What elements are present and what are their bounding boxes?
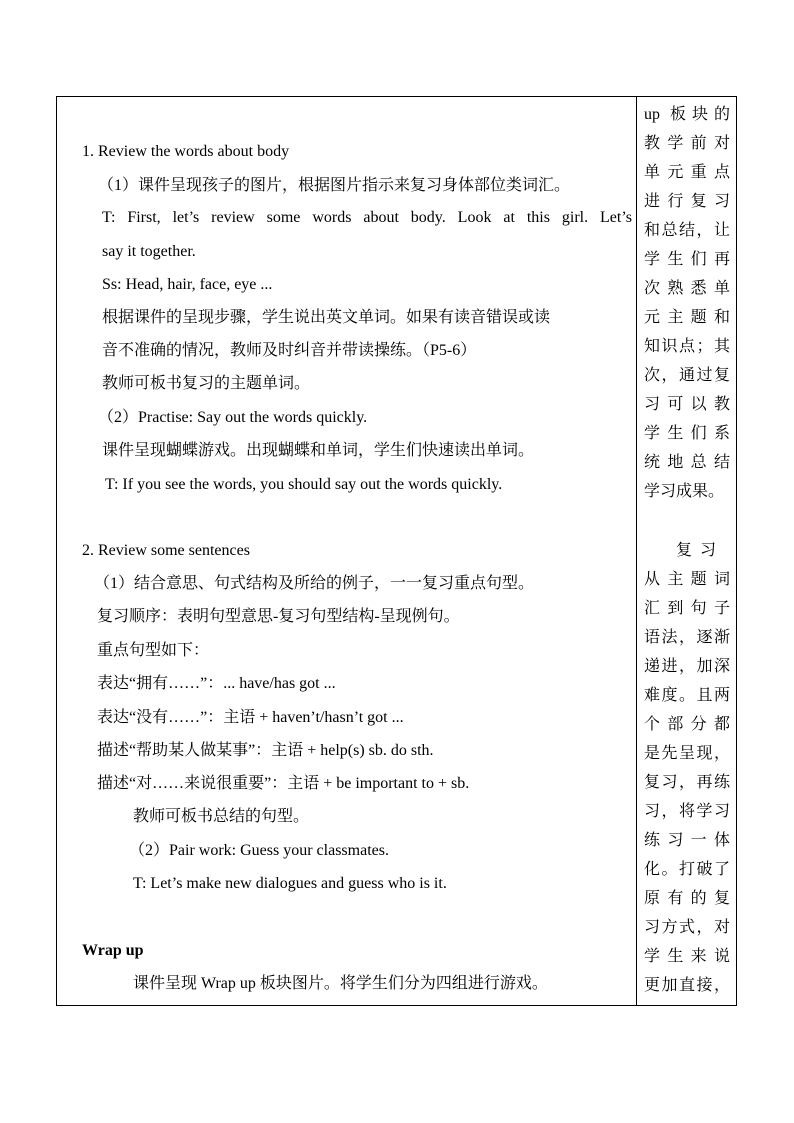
note-line: 学生们再 [644,251,730,268]
s1-step2: （2）Practise: Say out the words quickly. [98,409,368,426]
note-line: 更加直接， [644,977,730,994]
s2-review-order: 复习顺序：表明句型意思-复习句型结构-呈现例句。 [97,608,460,625]
note-line: up 板块的 [644,106,730,123]
s1-paragraph-2b: 音不准确的情况，教师及时纠音并带读操练。（P5-6） [102,342,477,359]
note-line: 化。打破了 [644,861,730,878]
note-line: 次，通过复 [644,367,730,384]
note-line: 统地总结 [644,454,730,471]
wrap-up-paragraph: 课件呈现 Wrap up 板块图片。将学生们分为四组进行游戏。 [133,975,548,992]
section-1-heading: 1. Review the words about body [82,143,290,160]
design-notes-cell [637,97,736,1005]
note-line: 难度。且两 [644,687,730,704]
note-line: 元主题和 [644,309,730,326]
s2-board-note: 教师可板书总结的句型。 [133,808,310,825]
s2-teacher-line: T: Let’s make new dialogues and guess who is it. [133,875,447,892]
note-line: 和总结，让 [644,222,730,239]
note-line: 练习一体 [644,832,730,849]
note-line: 汇到句子 [644,600,730,617]
s1-teacher-line-2: T: If you see the words, you should say out the words quickly. [105,476,503,493]
s2-pattern-havent: 表达“没有……”：主语 + haven’t/hasn’t got ... [97,709,404,726]
s1-students-line: Ss: Head, hair, face, eye ... [102,276,273,293]
s2-pattern-have: 表达“拥有……”：... have/has got ... [97,675,336,692]
note-line: 递进，加深 [644,658,730,675]
note-line: 是先呈现， [644,745,730,762]
note-line: 习方式，对 [644,919,730,936]
s1-teacher-line-1b: say it together. [102,243,196,260]
lesson-content-cell [57,97,636,1005]
note-line: 复习 [676,542,725,559]
note-line: 次熟悉单 [644,280,730,297]
s1-step1: （1）课件呈现孩子的图片，根据图片指示来复习身体部位类词汇。 [98,177,571,194]
note-line: 单元重点 [644,164,730,181]
lesson-table [56,96,737,1006]
note-line: 习可以教 [644,396,730,413]
note-line: 个部分都 [644,716,730,733]
note-line: 教学前对 [644,135,730,152]
note-line: 学生来说 [644,948,730,965]
s1-paragraph-2a: 根据课件的呈现步骤，学生说出英文单词。如果有读音错误或读 [102,309,551,326]
s2-step1: （1）结合意思、句式结构及所给的例子，一一复习重点句型。 [94,575,535,592]
note-line: 进行复习 [644,193,730,210]
s1-teacher-line-1a: T: First, let’s review some words about body. Look at this girl. Let’s [102,209,632,226]
wrap-up-heading: Wrap up [82,942,144,959]
note-line: 从主题词 [644,571,730,588]
s2-pattern-important: 描述“对……来说很重要”：主语 + be important to + sb. [97,775,470,792]
note-line: 知识点；其 [644,338,730,355]
note-line: 学生们系 [644,425,730,442]
note-line: 习，将学习 [644,803,730,820]
note-line: 语法，逐渐 [644,629,730,646]
s2-pattern-help: 描述“帮助某人做某事”：主语 + help(s) sb. do sth. [97,742,434,759]
s1-paragraph-3: 教师可板书复习的主题单词。 [102,375,311,392]
s2-step2: （2）Pair work: Guess your classmates. [129,842,389,859]
s2-key-patterns-label: 重点句型如下： [97,642,210,659]
note-line: 学习成果。 [644,483,725,500]
note-line: 原有的复 [644,890,730,907]
section-2-heading: 2. Review some sentences [82,542,250,559]
s1-paragraph-5: 课件呈现蝴蝶游戏。出现蝴蝶和单词，学生们快速读出单词。 [102,442,535,459]
note-line: 复习，再练 [644,774,730,791]
